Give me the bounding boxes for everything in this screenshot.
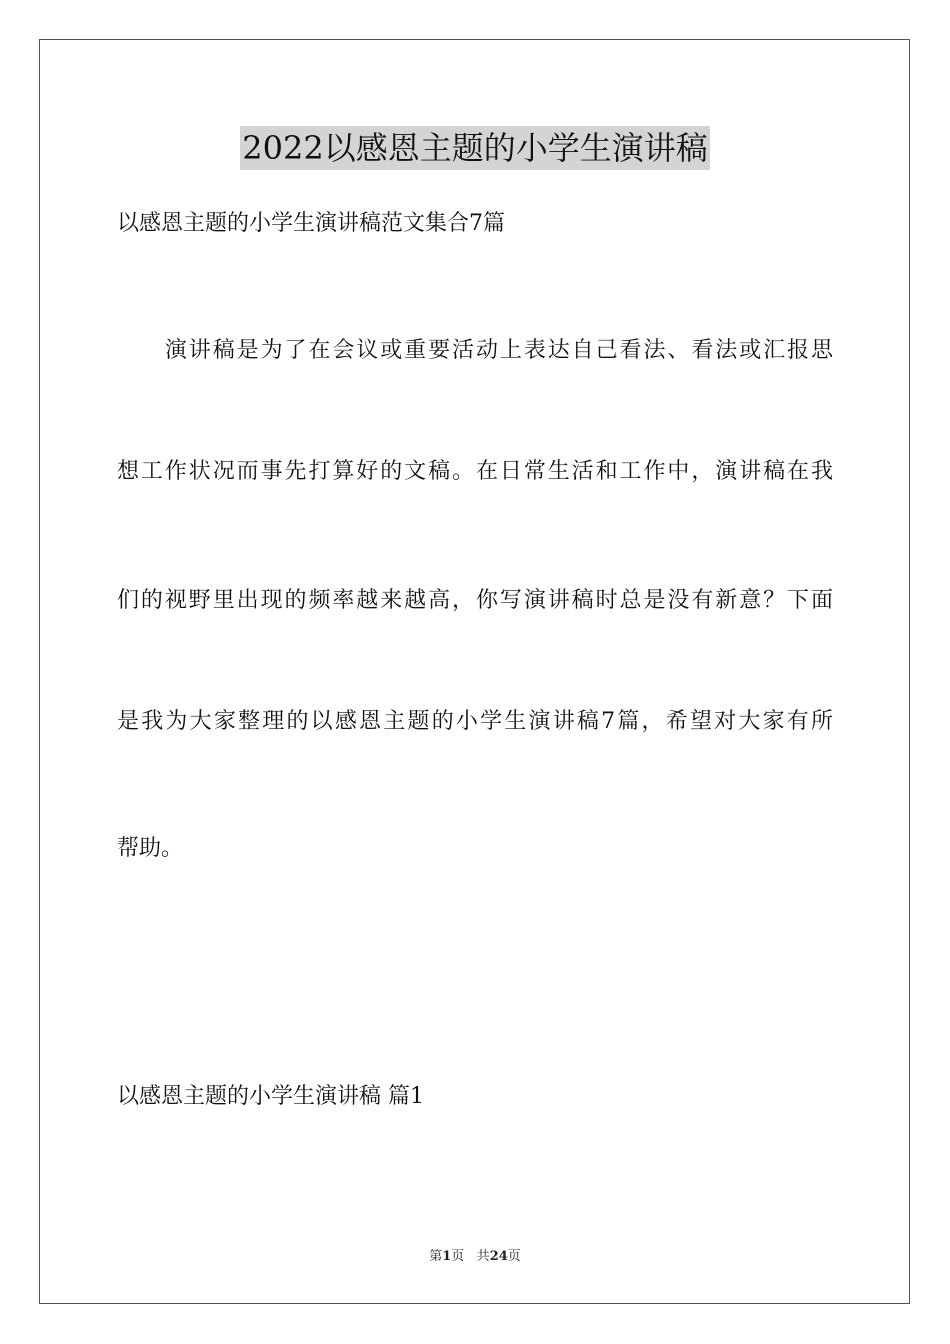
paragraph-line-2: 想工作状况而事先打算好的文稿。在日常生活和工作中，演讲稿在我	[117, 459, 833, 484]
paragraph-line-4: 是我为大家整理的以感恩主题的小学生演讲稿7篇，希望对大家有所	[117, 709, 833, 734]
footer-total-prefix: 共	[476, 1249, 490, 1264]
paragraph-line-1: 演讲稿是为了在会议或重要活动上表达自己看法、看法或汇报思	[117, 338, 833, 363]
title-container	[0, 126, 950, 170]
footer-total-suffix: 页	[507, 1249, 521, 1264]
section-heading: 以感恩主题的小学生演讲稿 篇1	[117, 1084, 424, 1109]
paragraph-line-3: 们的视野里出现的频率越来越高，你写演讲稿时总是没有新意？下面	[117, 588, 833, 613]
footer-total-pages: 24	[489, 1249, 508, 1264]
footer-page-prefix: 第	[429, 1249, 443, 1264]
footer-page-suffix: 页	[451, 1249, 465, 1264]
page-footer	[0, 1248, 950, 1266]
paragraph-line-5: 帮助。	[117, 836, 184, 861]
document-subtitle: 以感恩主题的小学生演讲稿范文集合7篇	[117, 211, 505, 236]
document-title: 2022以感恩主题的小学生演讲稿	[240, 126, 709, 170]
footer-page-number: 1	[442, 1249, 452, 1264]
